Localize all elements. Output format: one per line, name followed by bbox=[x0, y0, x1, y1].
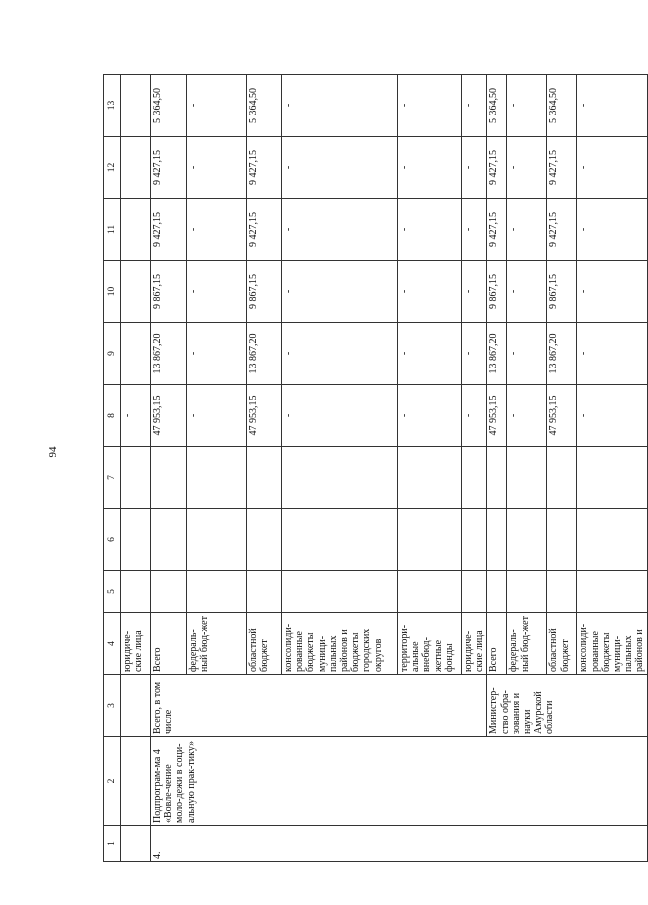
empty-cell bbox=[398, 571, 462, 613]
empty-cell bbox=[487, 509, 507, 571]
value-cell: - bbox=[282, 199, 398, 261]
value-cell: - bbox=[187, 199, 247, 261]
value-cell: - bbox=[462, 385, 487, 447]
value-cell: 47 953,15 bbox=[151, 385, 187, 447]
empty-cell bbox=[462, 509, 487, 571]
value-cell: 13 867,20 bbox=[151, 323, 187, 385]
row-number-cell bbox=[121, 826, 151, 862]
empty-cell bbox=[398, 447, 462, 509]
value-cell: - bbox=[398, 75, 462, 137]
value-cell: - bbox=[282, 385, 398, 447]
value-cell: - bbox=[187, 261, 247, 323]
value-cell: - bbox=[462, 199, 487, 261]
value-cell: - bbox=[462, 323, 487, 385]
value-cell: - bbox=[398, 385, 462, 447]
value-cell bbox=[121, 323, 151, 385]
funding-source-cell: территори-альные внебюд-жетные фонды bbox=[398, 613, 462, 675]
empty-cell bbox=[398, 509, 462, 571]
value-cell: - bbox=[398, 323, 462, 385]
empty-cell bbox=[547, 571, 577, 613]
funding-source-cell: юридиче-ские лица bbox=[121, 613, 151, 675]
value-cell: 13 867,20 bbox=[247, 323, 282, 385]
empty-cell bbox=[282, 571, 398, 613]
value-cell: - bbox=[187, 75, 247, 137]
empty-cell bbox=[151, 571, 187, 613]
value-cell bbox=[121, 75, 151, 137]
col-header: 11 bbox=[104, 199, 121, 261]
empty-cell bbox=[462, 571, 487, 613]
value-cell: 9 427,15 bbox=[487, 137, 507, 199]
empty-cell bbox=[121, 509, 151, 571]
responsible-cell bbox=[121, 675, 151, 737]
value-cell: - bbox=[121, 385, 151, 447]
value-cell: - bbox=[577, 75, 647, 137]
col-header: 10 bbox=[104, 261, 121, 323]
value-cell: - bbox=[507, 385, 547, 447]
empty-cell bbox=[247, 571, 282, 613]
col-header: 4 bbox=[104, 613, 121, 675]
empty-cell bbox=[282, 447, 398, 509]
funding-table bbox=[103, 74, 648, 862]
funding-source-cell: областной бюджет bbox=[547, 613, 577, 675]
empty-cell bbox=[462, 447, 487, 509]
empty-cell bbox=[547, 447, 577, 509]
value-cell: - bbox=[507, 323, 547, 385]
empty-cell bbox=[247, 447, 282, 509]
table-row bbox=[121, 75, 151, 862]
empty-cell bbox=[151, 509, 187, 571]
col-header: 2 bbox=[104, 737, 121, 826]
value-cell: - bbox=[282, 137, 398, 199]
rotated-table-page bbox=[103, 88, 646, 862]
col-header: 8 bbox=[104, 385, 121, 447]
empty-cell bbox=[187, 571, 247, 613]
col-header: 5 bbox=[104, 571, 121, 613]
value-cell: - bbox=[282, 261, 398, 323]
funding-source-cell: консолиди-рованные бюджеты муници-пальных районов и bbox=[577, 613, 647, 675]
empty-cell bbox=[577, 571, 647, 613]
value-cell: 5 364,50 bbox=[547, 75, 577, 137]
funding-source-cell: федераль-ный бюд-жет bbox=[507, 613, 547, 675]
value-cell: - bbox=[187, 137, 247, 199]
empty-cell bbox=[487, 447, 507, 509]
empty-cell bbox=[577, 447, 647, 509]
value-cell bbox=[121, 199, 151, 261]
value-cell: - bbox=[462, 75, 487, 137]
value-cell: - bbox=[577, 261, 647, 323]
value-cell: 5 364,50 bbox=[487, 75, 507, 137]
empty-cell bbox=[151, 447, 187, 509]
value-cell: 9 427,15 bbox=[151, 137, 187, 199]
value-cell: 9 427,15 bbox=[151, 199, 187, 261]
col-header: 3 bbox=[104, 675, 121, 737]
value-cell: 9 427,15 bbox=[547, 137, 577, 199]
funding-source-cell: юридиче-ские лица bbox=[462, 613, 487, 675]
measure-name-cell bbox=[121, 737, 151, 826]
value-cell: - bbox=[398, 261, 462, 323]
funding-source-cell: консолиди-рованные бюджеты муници-пальных районов и бюджеты городских округов bbox=[282, 613, 398, 675]
responsible-executor-cell: Министер-ство обра-зования и науки Амурской области bbox=[487, 675, 647, 737]
value-cell: - bbox=[187, 385, 247, 447]
empty-cell bbox=[577, 509, 647, 571]
value-cell: - bbox=[462, 261, 487, 323]
empty-cell bbox=[121, 447, 151, 509]
value-cell: 9 427,15 bbox=[247, 199, 282, 261]
value-cell: 9 867,15 bbox=[247, 261, 282, 323]
col-header: 7 bbox=[104, 447, 121, 509]
empty-cell bbox=[187, 447, 247, 509]
value-cell: 13 867,20 bbox=[547, 323, 577, 385]
value-cell: 13 867,20 bbox=[487, 323, 507, 385]
row-number-cell: 4. bbox=[151, 826, 648, 862]
empty-cell bbox=[282, 509, 398, 571]
value-cell: 5 364,50 bbox=[151, 75, 187, 137]
value-cell: - bbox=[282, 75, 398, 137]
value-cell bbox=[121, 137, 151, 199]
value-cell: 47 953,15 bbox=[247, 385, 282, 447]
value-cell: 47 953,15 bbox=[547, 385, 577, 447]
table-row bbox=[151, 75, 187, 862]
value-cell: - bbox=[462, 137, 487, 199]
funding-source-cell: Всего bbox=[151, 613, 187, 675]
value-cell: 9 427,15 bbox=[547, 199, 577, 261]
value-cell: - bbox=[507, 75, 547, 137]
value-cell: 9 427,15 bbox=[247, 137, 282, 199]
value-cell bbox=[121, 261, 151, 323]
funding-source-cell: областной бюджет bbox=[247, 613, 282, 675]
empty-cell bbox=[507, 509, 547, 571]
subprogram-name-cell: Подпрограм-ма 4 «Вовле-чение моло-дежи в соци-альную прак-тику» bbox=[151, 737, 648, 826]
page-number: 94 bbox=[47, 446, 59, 458]
value-cell: - bbox=[507, 261, 547, 323]
empty-cell bbox=[507, 571, 547, 613]
empty-cell bbox=[547, 509, 577, 571]
col-header: 13 bbox=[104, 75, 121, 137]
value-cell: - bbox=[507, 137, 547, 199]
empty-cell bbox=[507, 447, 547, 509]
col-header: 6 bbox=[104, 509, 121, 571]
col-header: 1 bbox=[104, 826, 121, 862]
col-header: 12 bbox=[104, 137, 121, 199]
value-cell: - bbox=[577, 385, 647, 447]
value-cell: - bbox=[282, 323, 398, 385]
funding-source-cell: Всего bbox=[487, 613, 507, 675]
empty-cell bbox=[187, 509, 247, 571]
empty-cell bbox=[247, 509, 282, 571]
value-cell: - bbox=[398, 199, 462, 261]
funding-source-cell: федераль-ный бюд-жет bbox=[187, 613, 247, 675]
empty-cell bbox=[121, 571, 151, 613]
value-cell: 9 427,15 bbox=[487, 199, 507, 261]
value-cell: 47 953,15 bbox=[487, 385, 507, 447]
value-cell: - bbox=[507, 199, 547, 261]
value-cell: 9 867,15 bbox=[487, 261, 507, 323]
value-cell: - bbox=[187, 323, 247, 385]
col-header: 9 bbox=[104, 323, 121, 385]
value-cell: 9 867,15 bbox=[151, 261, 187, 323]
value-cell: - bbox=[577, 323, 647, 385]
value-cell: - bbox=[577, 199, 647, 261]
column-number-row bbox=[104, 75, 121, 862]
total-label-cell: Всего, в том числе bbox=[151, 675, 487, 737]
value-cell: - bbox=[398, 137, 462, 199]
empty-cell bbox=[487, 571, 507, 613]
value-cell: - bbox=[577, 137, 647, 199]
value-cell: 5 364,50 bbox=[247, 75, 282, 137]
value-cell: 9 867,15 bbox=[547, 261, 577, 323]
